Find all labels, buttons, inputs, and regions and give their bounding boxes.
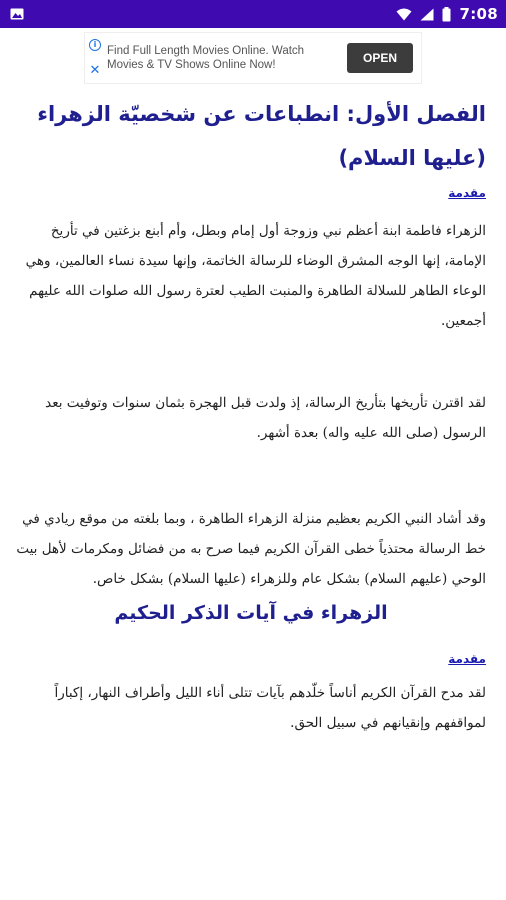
ad-info-icon[interactable]: i bbox=[89, 39, 101, 51]
wifi-icon bbox=[396, 8, 412, 21]
intro-link-2[interactable]: مقدمة bbox=[448, 652, 486, 666]
ad-open-button[interactable]: OPEN bbox=[347, 43, 413, 73]
ad-banner[interactable] bbox=[84, 32, 422, 84]
image-icon bbox=[10, 8, 24, 20]
paragraph-3: وقد أشاد النبي الكريم بعظيم منزلة الزهراء الطاهرة ، وبما بلغته من موقع ريادي في خط الرسالة محتذياً خطى القرآن الكريم فيما صرح به من فضائل ومكرمات لأهل بيت الوحي (عليهم السلام) بشكل عام وللزهراء (عليها السلام) بشكل خاص. bbox=[16, 511, 486, 587]
paragraph-1: الزهراء فاطمة ابنة أعظم نبي وزوجة أول إمام وبطل، وأم أبنع بزغتين في تأريخ الإمامة، إنها الوجه المشرق الوضاء للرسالة الخاتمة، وإنها سيدة نساء العالمين، وهي الوعاء الطاهر للسلالة الطاهرة والمنبت الطيب لعترة رسول الله صلوات الله عليهم أجمعين. bbox=[25, 223, 486, 329]
status-bar bbox=[0, 0, 506, 28]
battery-icon bbox=[442, 7, 451, 22]
status-time: 7:08 bbox=[459, 5, 498, 23]
chapter-title: الفصل الأول: انطباعات عن شخصيّة الزهراء (عليها السلام) bbox=[37, 102, 486, 170]
ad-text[interactable]: Find Full Length Movies Online. Watch Movies & TV Shows Online Now! bbox=[107, 45, 305, 71]
intro-link[interactable]: مقدمة bbox=[448, 186, 486, 200]
section-heading: الزهراء في آيات الذكر الحكيم bbox=[114, 602, 388, 624]
signal-icon bbox=[420, 8, 434, 21]
paragraph-2: لقد اقترن تأريخها بتأريخ الرسالة، إذ ولدت قبل الهجرة بثمان سنوات وتوفيت بعد الرسول (صلى الله عليه واله) بعدة أشهر. bbox=[45, 395, 486, 441]
ad-close-icon[interactable]: ✕ bbox=[89, 63, 101, 78]
paragraph-4: لقد مدح القرآن الكريم أناساً خلّدهم بآيات تتلى أناء الليل وأطراف النهار، إكباراً لمواقفهم وإنقيانهم في سبيل الحق. bbox=[54, 685, 486, 731]
